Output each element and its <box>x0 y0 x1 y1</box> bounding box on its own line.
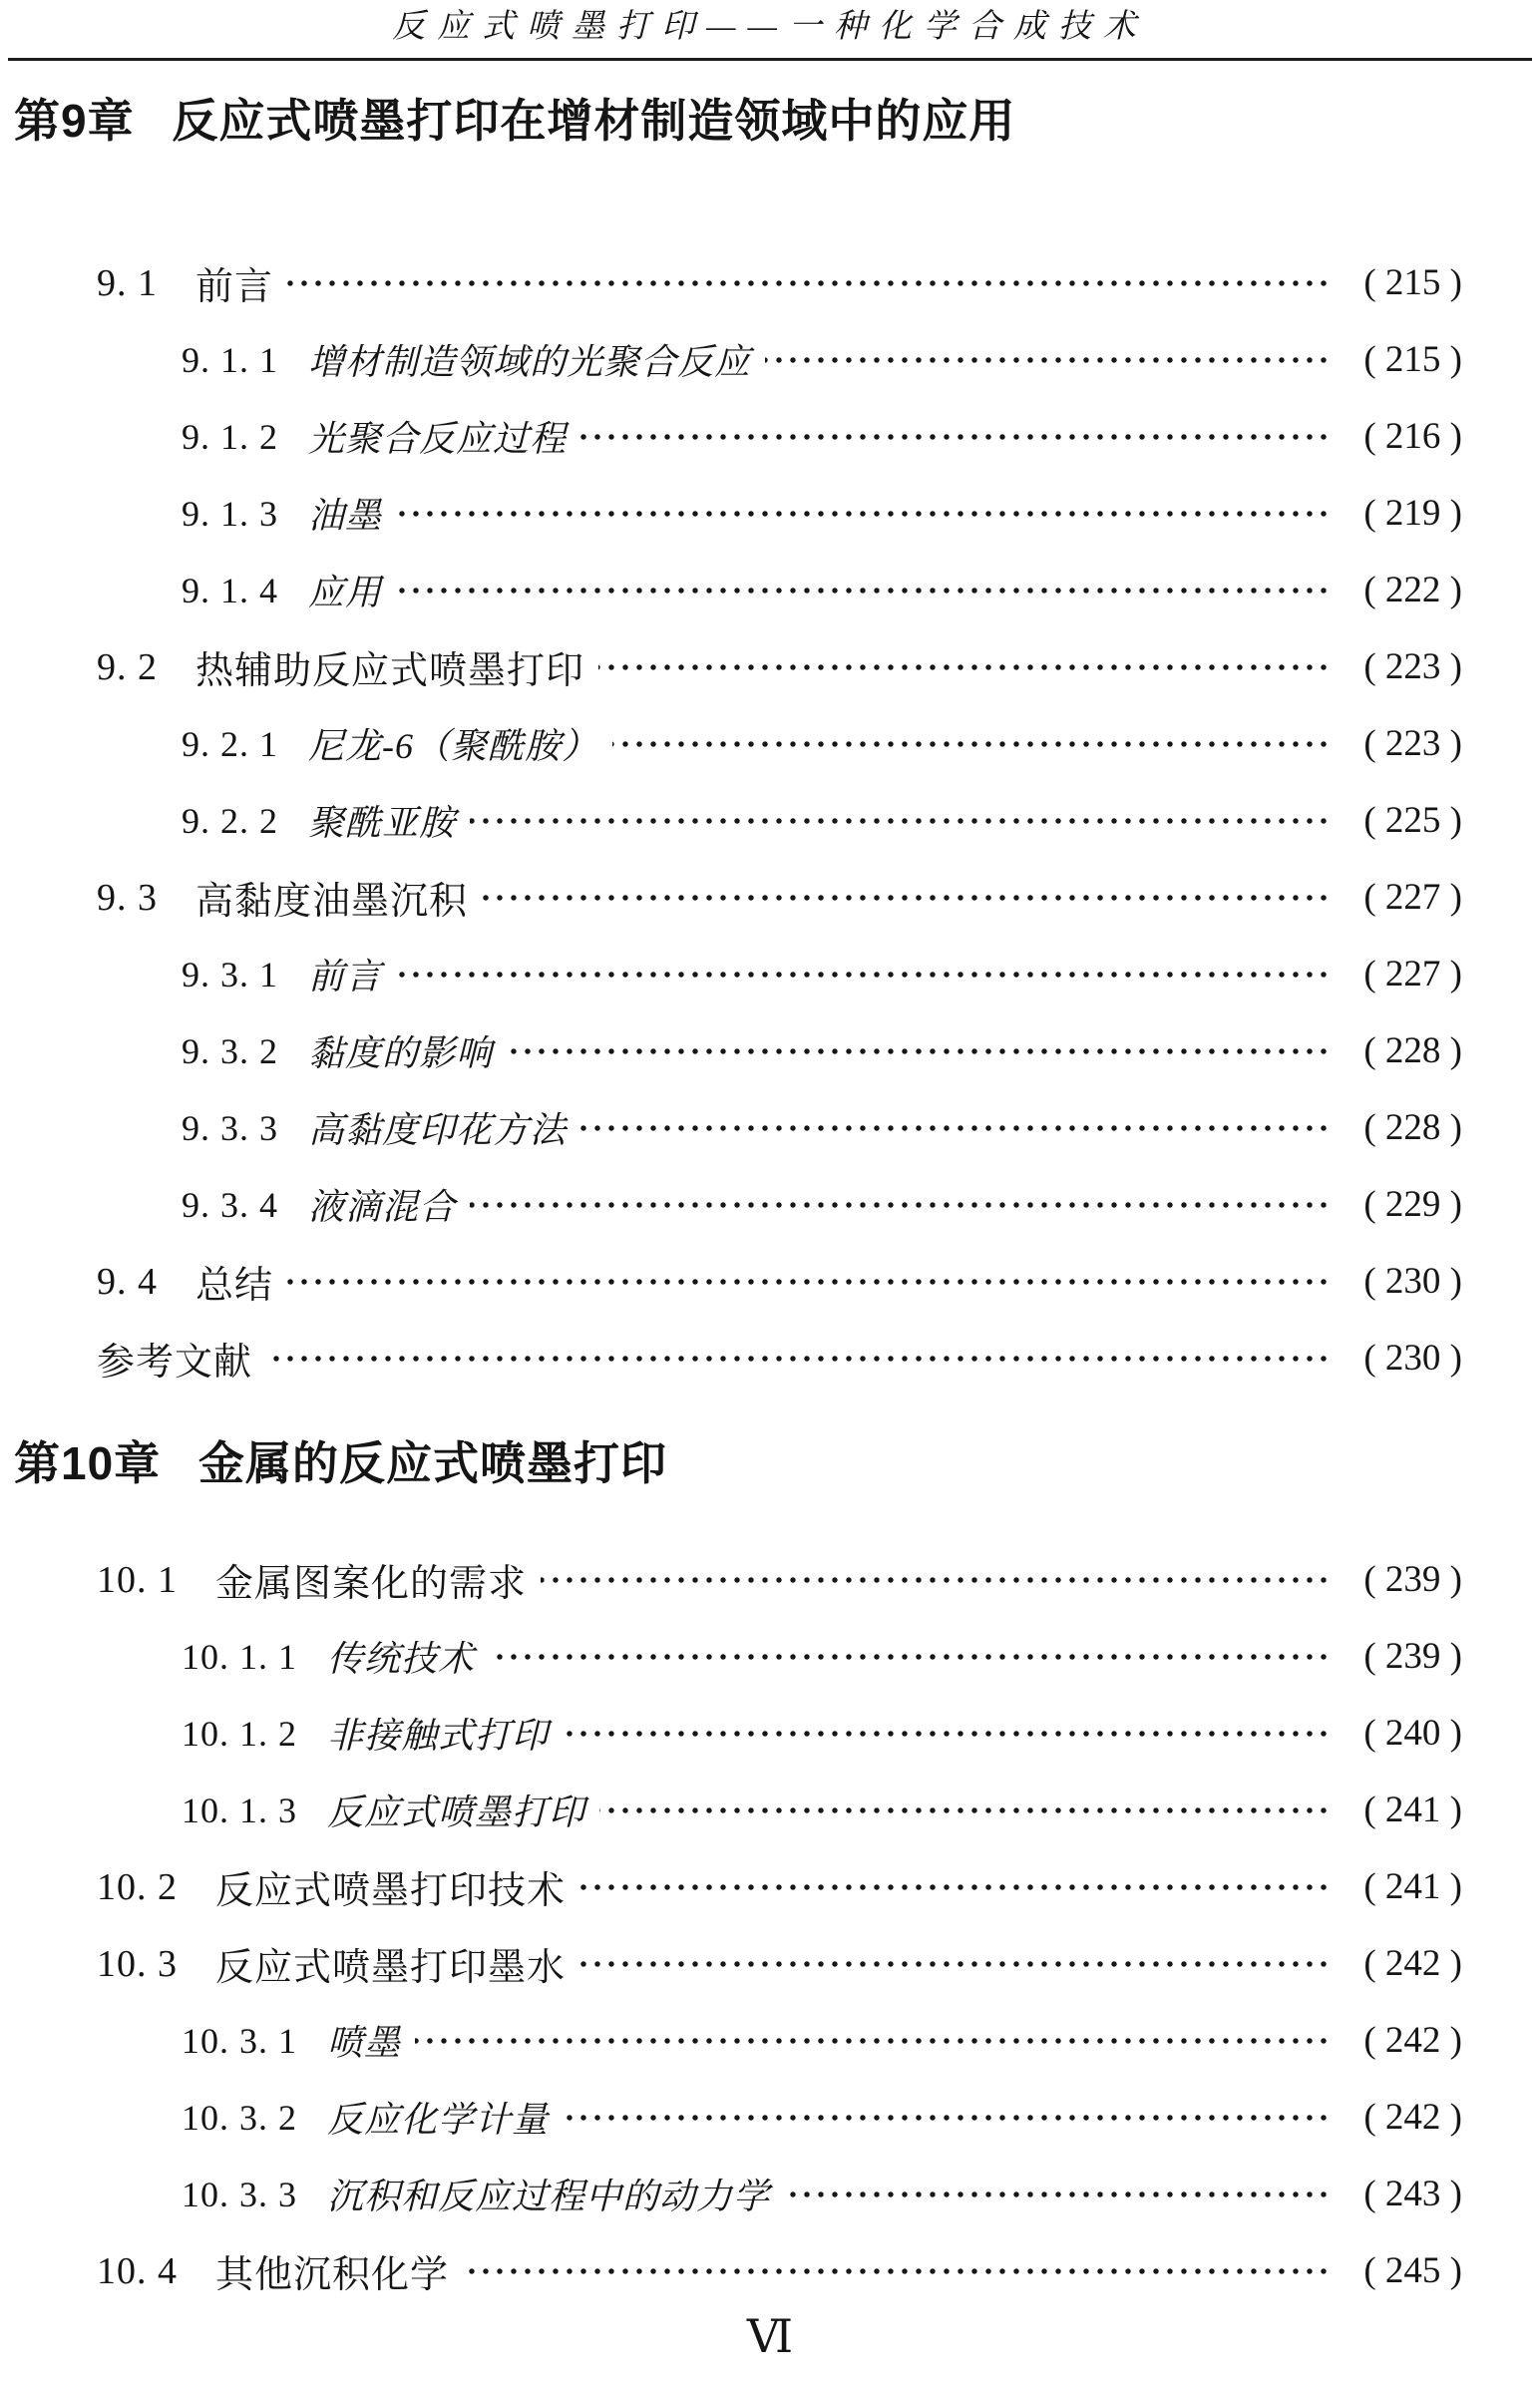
toc-entry-title: 热辅助反应式喷墨打印 <box>195 650 585 692</box>
toc-entry <box>0 2079 1540 2156</box>
toc-entry-page: ( 239 ) <box>1363 1636 1462 1677</box>
toc-content <box>0 97 1540 2309</box>
dot-leader <box>541 1575 1331 1585</box>
toc-entry-number: 9. 4 <box>97 1260 158 1303</box>
toc-entry-number: 9. 1. 4 <box>182 570 278 610</box>
toc-entry-page: ( 223 ) <box>1363 723 1462 764</box>
toc-entry <box>0 1848 1540 1925</box>
chapter-label: 第9章 <box>14 95 135 147</box>
toc-entry-title: 前言 <box>195 266 274 308</box>
chapter-label: 第10章 <box>14 1437 162 1489</box>
toc-entry-title: 反应式喷墨打印墨水 <box>215 1947 567 1989</box>
dot-leader <box>470 1200 1331 1210</box>
toc-entry-number: 9. 3. 4 <box>182 1184 278 1225</box>
toc-entry-number: 9. 3. 3 <box>182 1107 278 1148</box>
dot-leader <box>598 662 1331 672</box>
dot-leader <box>470 816 1331 826</box>
toc-entry-number: 9. 1 <box>97 261 158 304</box>
dot-leader <box>266 1354 1331 1364</box>
toc-entry-number: 9. 1. 1 <box>182 339 278 380</box>
running-header <box>0 0 1540 61</box>
chapter-heading <box>14 1439 1540 1487</box>
page-footer <box>0 2309 1540 2365</box>
toc-entry <box>0 2232 1540 2309</box>
toc-entry-title: 应用 <box>308 573 383 612</box>
toc-entry-page: ( 222 ) <box>1363 570 1462 610</box>
toc-entry-number: 9. 2. 1 <box>182 723 278 764</box>
chapter-section <box>0 1439 1540 2309</box>
dot-leader <box>396 509 1331 519</box>
toc-entry-title: 聚酰亚胺 <box>308 803 457 843</box>
toc-entry-page: ( 241 ) <box>1363 1866 1462 1907</box>
toc-entry <box>0 936 1540 1012</box>
toc-entry-number: 9. 2 <box>97 645 158 688</box>
toc-entry <box>0 628 1540 705</box>
dot-leader <box>287 278 1331 288</box>
toc-entry-number: 9. 3 <box>97 876 158 919</box>
toc-entry-page: ( 219 ) <box>1363 493 1462 534</box>
toc-entry-number: 10. 1 <box>97 1558 178 1601</box>
toc-entry-number: 10. 3. 3 <box>182 2174 297 2214</box>
dot-leader <box>599 1805 1331 1815</box>
toc-entry-page: ( 242 ) <box>1363 1943 1462 1984</box>
toc-entry-number: 10. 3 <box>97 1942 178 1985</box>
toc-entry-page: ( 242 ) <box>1363 2020 1462 2061</box>
toc-entry-page: ( 227 ) <box>1363 954 1462 995</box>
dot-leader <box>579 1882 1331 1892</box>
toc-entry-title: 其他沉积化学 <box>215 2254 450 2296</box>
toc-entry-page: ( 241 ) <box>1363 1790 1462 1830</box>
dot-leader <box>580 432 1331 442</box>
toc-entry-title: 反应式喷墨打印 <box>327 1792 586 1832</box>
chapter-section <box>0 97 1540 1396</box>
toc-entry-number: 10. 1. 2 <box>182 1713 297 1754</box>
toc-entry-title: 光聚合反应过程 <box>308 419 568 459</box>
folio-page-number: Ⅵ <box>746 2311 794 2362</box>
toc-entry-number: 9. 3. 1 <box>182 954 278 995</box>
toc-entry-title: 黏度的影响 <box>308 1033 494 1073</box>
toc-entry <box>0 552 1540 628</box>
toc-entry <box>0 1089 1540 1166</box>
toc-entry-page: ( 230 ) <box>1363 1338 1462 1379</box>
chapter-title: 反应式喷墨打印在增材制造领域中的应用 <box>172 95 1016 147</box>
toc-entry-number: 9. 1. 2 <box>182 416 278 457</box>
toc-list <box>0 244 1540 1396</box>
toc-entry-page: ( 228 ) <box>1363 1030 1462 1071</box>
toc-entry-page: ( 243 ) <box>1363 2174 1462 2214</box>
toc-entry <box>0 2002 1540 2079</box>
dot-leader <box>489 1652 1331 1662</box>
toc-entry-page: ( 230 ) <box>1363 1261 1462 1302</box>
toc-entry <box>0 475 1540 552</box>
toc-entry <box>0 1695 1540 1772</box>
toc-entry-title: 增材制造领域的光聚合反应 <box>308 342 752 382</box>
dot-leader <box>463 2266 1331 2276</box>
toc-entry-number: 10. 4 <box>97 2249 178 2292</box>
toc-entry <box>0 782 1540 859</box>
toc-entry-title: 传统技术 <box>327 1639 476 1679</box>
toc-entry-number: 9. 3. 2 <box>182 1030 278 1071</box>
dot-leader <box>765 355 1331 365</box>
header-rule <box>8 58 1532 61</box>
toc-entry-title: 前言 <box>308 957 383 996</box>
toc-entry <box>0 705 1540 782</box>
toc-entry-title: 总结 <box>195 1265 274 1307</box>
toc-entry-title: 反应化学计量 <box>327 2100 550 2140</box>
toc-entry <box>0 1320 1540 1396</box>
dot-leader <box>563 2113 1331 2123</box>
toc-entry-page: ( 245 ) <box>1363 2250 1462 2291</box>
toc-entry-page: ( 216 ) <box>1363 416 1462 457</box>
toc-entry-page: ( 215 ) <box>1363 339 1462 380</box>
toc-entry-page: ( 240 ) <box>1363 1713 1462 1754</box>
dot-leader <box>396 586 1331 596</box>
dot-leader <box>784 2189 1331 2199</box>
toc-entry-title: 液滴混合 <box>308 1187 457 1227</box>
toc-entry <box>0 1541 1540 1618</box>
dot-leader <box>482 893 1331 903</box>
toc-entry-page: ( 223 ) <box>1363 646 1462 687</box>
toc-entry-title: 高黏度印花方法 <box>308 1110 568 1150</box>
toc-entry-number: 10. 1. 3 <box>182 1790 297 1830</box>
dot-leader <box>396 970 1331 980</box>
dot-leader <box>580 1123 1331 1133</box>
toc-entry-title: 油墨 <box>308 496 383 536</box>
dot-leader <box>563 1729 1331 1739</box>
dot-leader <box>415 2036 1331 2046</box>
toc-entry-page: ( 227 ) <box>1363 877 1462 918</box>
chapter-heading <box>14 97 1540 145</box>
toc-entry <box>0 1243 1540 1320</box>
toc-entry <box>0 2156 1540 2232</box>
toc-entry <box>0 1772 1540 1848</box>
toc-entry-number: 9. 1. 3 <box>182 493 278 534</box>
toc-entry-number: 9. 2. 2 <box>182 800 278 841</box>
toc-entry-title: 参考文献 <box>97 1342 253 1384</box>
chapter-title: 金属的反应式喷墨打印 <box>197 1437 667 1489</box>
toc-entry-number: 10. 3. 2 <box>182 2097 297 2138</box>
dot-leader <box>579 1959 1331 1969</box>
toc-entry-title: 金属图案化的需求 <box>215 1563 528 1605</box>
toc-entry-title: 非接触式打印 <box>327 1716 550 1756</box>
toc-list <box>0 1541 1540 2309</box>
toc-entry <box>0 1925 1540 2002</box>
toc-entry <box>0 398 1540 475</box>
dot-leader <box>612 739 1331 749</box>
toc-entry <box>0 1166 1540 1243</box>
toc-entry-title: 反应式喷墨打印技术 <box>215 1870 567 1912</box>
toc-entry-title: 喷墨 <box>327 2023 402 2063</box>
toc-entry <box>0 1618 1540 1695</box>
toc-entry-page: ( 228 ) <box>1363 1107 1462 1148</box>
toc-entry-number: 10. 1. 1 <box>182 1636 297 1677</box>
toc-entry-page: ( 242 ) <box>1363 2097 1462 2138</box>
toc-entry-number: 10. 3. 1 <box>182 2020 297 2061</box>
toc-entry <box>0 321 1540 398</box>
running-header-title: 反应式喷墨打印——一种化学合成技术 <box>392 9 1148 45</box>
dot-leader <box>287 1277 1331 1287</box>
toc-entry-page: ( 239 ) <box>1363 1559 1462 1600</box>
toc-entry-number: 10. 2 <box>97 1865 178 1908</box>
dot-leader <box>507 1046 1331 1056</box>
toc-entry-page: ( 229 ) <box>1363 1184 1462 1225</box>
toc-entry-title: 尼龙-6（聚酰胺） <box>308 726 598 766</box>
toc-entry-title: 高黏度油墨沉积 <box>195 881 469 923</box>
toc-entry-page: ( 215 ) <box>1363 262 1462 303</box>
toc-entry <box>0 1012 1540 1089</box>
toc-entry <box>0 859 1540 936</box>
toc-entry-title: 沉积和反应过程中的动力学 <box>327 2177 771 2216</box>
toc-entry-page: ( 225 ) <box>1363 800 1462 841</box>
toc-entry <box>0 244 1540 321</box>
